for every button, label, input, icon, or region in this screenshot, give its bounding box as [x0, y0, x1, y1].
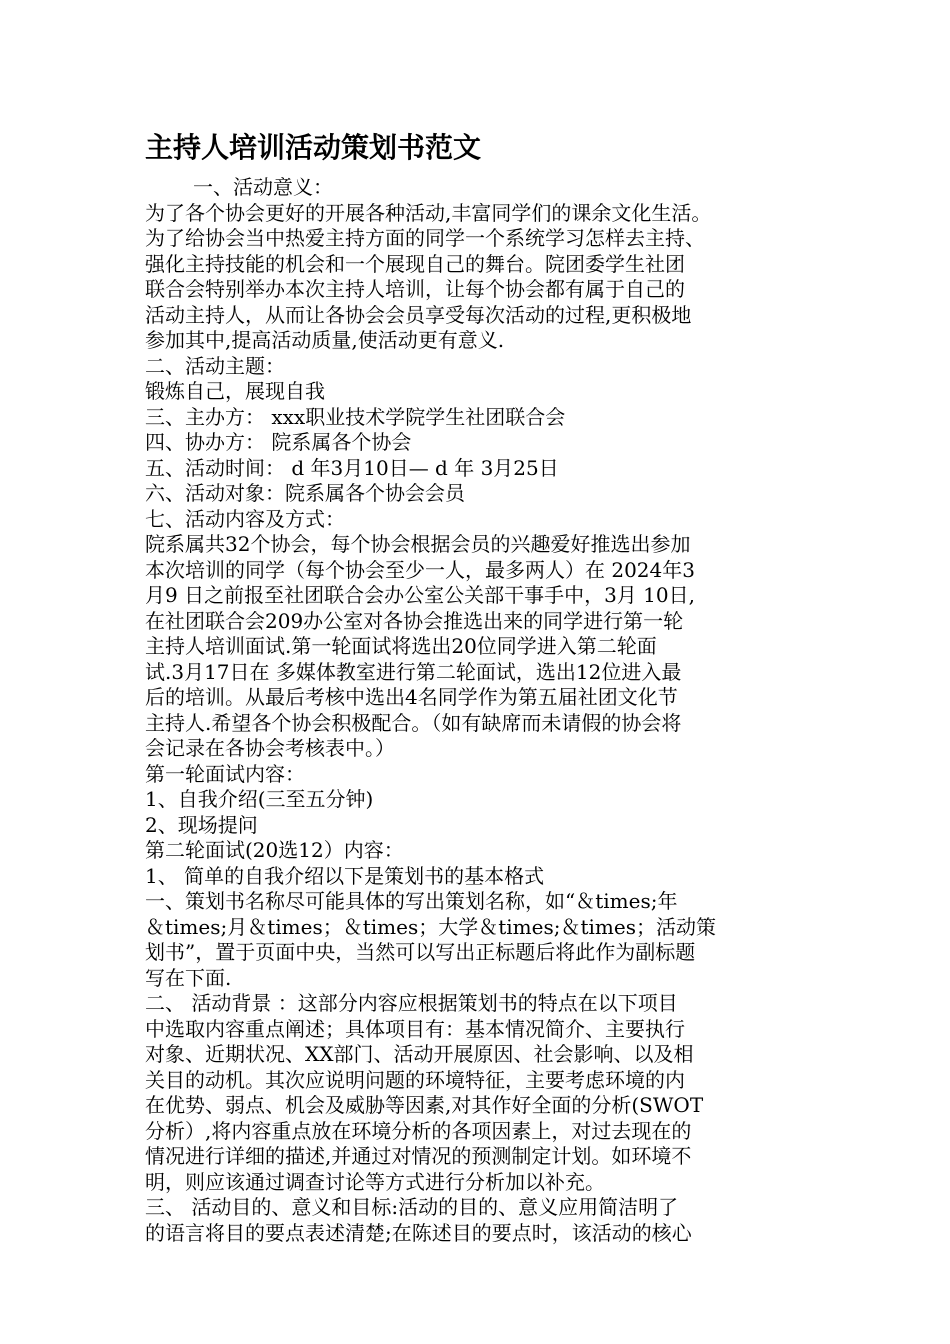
- text-line: 三、 活动目的、意义和目标:活动的目的、意义应用简洁明了: [145, 1195, 679, 1219]
- text-line: 第一轮面试内容：: [145, 761, 305, 786]
- text-line: 联合会特别举办本次主持人培训，让每个协会都有属于自己的: [145, 277, 685, 301]
- text-line: 六、活动对象：院系属各个协会会员: [145, 481, 465, 505]
- text-line: 二、活动主题：: [145, 353, 285, 378]
- text-line: 月9 日之前报至社团联合会办公室公关部干事手中，3月 10日,: [145, 583, 695, 607]
- text-line: 为了给协会当中热爱主持方面的同学一个系统学习怎样去主持、: [145, 226, 705, 250]
- text-line: 分析）,将内容重点放在环境分析的各项因素上，对过去现在的: [145, 1118, 692, 1143]
- text-line: 对象、近期状况、XX部门、活动开展原因、社会影响、以及相: [145, 1042, 694, 1066]
- text-line: 活动主持人，从而让各协会会员享受每次活动的过程,更积极地: [145, 302, 692, 327]
- text-line: 的语言将目的要点表述清楚;在陈述目的要点时，该活动的核心: [145, 1220, 692, 1245]
- text-line: 写在下面.: [145, 965, 232, 990]
- text-line: 五、活动时间： d 年3月10日— d 年 3月25日: [145, 455, 559, 480]
- text-line: 试.3月17日在 多媒体教室进行第二轮面试，选出12位进入最: [145, 659, 682, 684]
- text-line: 主持人培训面试.第一轮面试将选出20位同学进入第二轮面: [145, 634, 657, 658]
- text-line: 1、自我介绍(三至五分钟): [145, 787, 374, 811]
- text-line: 后的培训。从最后考核中选出4名同学作为第五届社团文化节: [145, 685, 678, 709]
- text-line: 一、策划书名称尽可能具体的写出策划名称，如“＆times;年: [145, 889, 678, 913]
- document-body: [145, 175, 825, 1246]
- text-line: 会记录在各协会考核表中。）: [145, 736, 395, 760]
- text-line: 情况进行详细的描述,并通过对情况的预测制定计划。如环境不: [145, 1144, 692, 1168]
- text-line: 关目的动机。其次应说明问题的环境特征，主要考虑环境的内: [145, 1067, 685, 1092]
- text-line: 本次培训的同学（每个协会至少一人，最多两人）在 2024年3: [145, 557, 695, 582]
- text-line: 院系属共32个协会，每个协会根据会员的兴趣爱好推选出参加: [145, 532, 691, 556]
- text-line: 二、 活动背景 ：这部分内容应根据策划书的特点在以下项目: [145, 991, 678, 1015]
- text-line: 锻炼自己，展现自我: [145, 379, 325, 403]
- text-line: 参加其中,提高活动质量,使活动更有意义.: [145, 328, 505, 352]
- text-line: 主持人.希望各个协会积极配合。（如有缺席而未请假的协会将: [145, 710, 682, 735]
- text-line: 第二轮面试(20选12）内容：: [145, 838, 404, 862]
- text-line: 1、 简单的自我介绍以下是策划书的基本格式: [145, 863, 545, 888]
- text-line: 四、协办方： 院系属各个协会: [145, 430, 412, 454]
- document-title: 主持人培训活动策划书范文: [145, 131, 482, 164]
- text-line: 2、现场提问: [145, 812, 258, 837]
- text-line: 在优势、弱点、机会及威胁等因素,对其作好全面的分析(SWOT: [145, 1093, 704, 1117]
- text-line: 划书”，置于页面中央，当然可以写出正标题后将此作为副标题: [145, 940, 696, 964]
- text-line: 在社团联合会209办公室对各协会推选出来的同学进行第一轮: [145, 608, 684, 633]
- text-line: 三、主办方： xxx职业技术学院学生社团联合会: [145, 404, 566, 429]
- text-line: 强化主持技能的机会和一个展现自己的舞台。院团委学生社团: [145, 251, 685, 276]
- text-line: 七、活动内容及方式：: [145, 506, 345, 531]
- text-line: ＆times;月＆times；＆times；大学＆times;＆times；活动策: [145, 914, 716, 939]
- text-line: 中选取内容重点阐述；具体项目有：基本情况简介、主要执行: [145, 1016, 685, 1041]
- text-line: 一、活动意义：: [193, 175, 333, 199]
- text-line: 为了各个协会更好的开展各种活动,丰富同学们的课余文化生活。: [145, 200, 712, 225]
- text-line: 明，则应该通过调查讨论等方式进行分析加以补充。: [145, 1169, 605, 1194]
